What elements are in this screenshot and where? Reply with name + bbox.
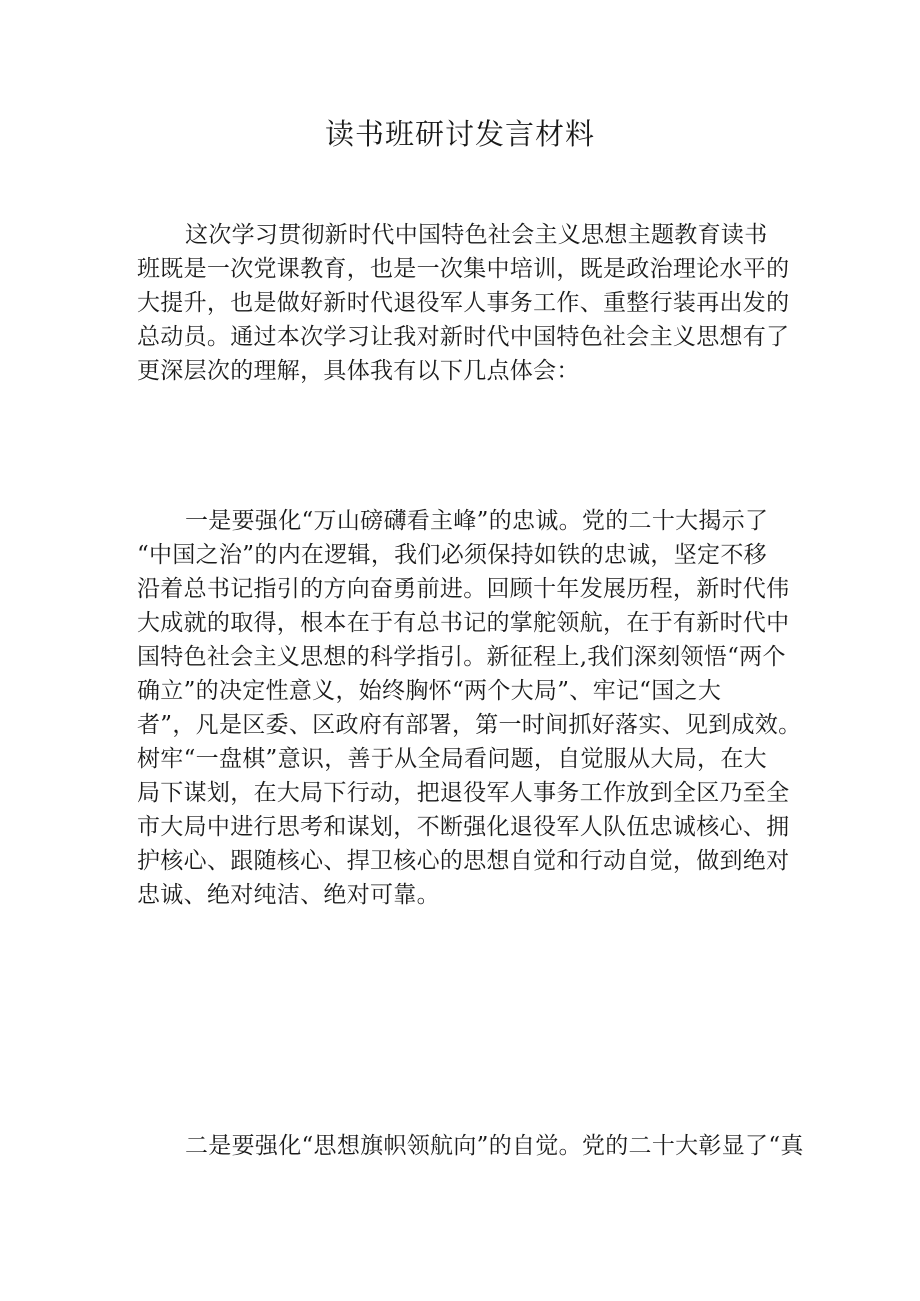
text-line: 总动员。通过本次学习让我对新时代中国特色社会主义思想有了: [137, 324, 790, 350]
text-line: 者”，凡是区委、区政府有部署，第一时间抓好落实、见到成效。: [137, 712, 802, 738]
paragraph-intro: [137, 218, 797, 388]
text-line: 确立”的决定性意义，始终胸怀“两个大局”、牢记“国之大: [137, 678, 722, 704]
paragraph-point-one: [137, 504, 802, 912]
text-line: “中国之治”的内在逻辑，我们必须保持如铁的忠诚，坚定不移: [137, 542, 767, 568]
paragraph-point-two: [137, 1129, 804, 1163]
text-line: 市大局中进行思考和谋划，不断强化退役军人队伍忠诚核心、拥: [137, 814, 790, 840]
text-line: 沿着总书记指引的方向奋勇前进。回顾十年发展历程，新时代伟: [137, 576, 790, 602]
text-line: 班既是一次党课教育，也是一次集中培训，既是政治理论水平的: [137, 256, 790, 282]
text-line: 一是要强化“万山磅礴看主峰”的忠诚。党的二十大揭示了: [185, 508, 769, 534]
text-line: 护核心、跟随核心、捍卫核心的思想自觉和行动自觉，做到绝对: [137, 848, 790, 874]
document-title: 读书班研讨发言材料: [324, 117, 595, 151]
text-line: 大成就的取得，根本在于有总书记的掌舵领航，在于有新时代中: [137, 610, 790, 636]
text-line: 忠诚、绝对纯洁、绝对可靠。: [137, 882, 440, 908]
text-line: 二是要强化“思想旗帜领航向”的自觉。党的二十大彰显了“真: [185, 1133, 804, 1159]
text-line: 更深层次的理解，具体我有以下几点体会：: [137, 358, 580, 384]
text-line: 大提升，也是做好新时代退役军人事务工作、重整行装再出发的: [137, 290, 790, 316]
text-line: 局下谋划，在大局下行动，把退役军人事务工作放到全区乃至全: [137, 780, 790, 806]
text-line: 国特色社会主义思想的科学指引。新征程上,我们深刻领悟“两个: [137, 644, 786, 670]
text-line: 树牢“一盘棋”意识，善于从全局看问题，自觉服从大局，在大: [137, 746, 767, 772]
text-line: 这次学习贯彻新时代中国特色社会主义思想主题教育读书: [185, 222, 768, 248]
